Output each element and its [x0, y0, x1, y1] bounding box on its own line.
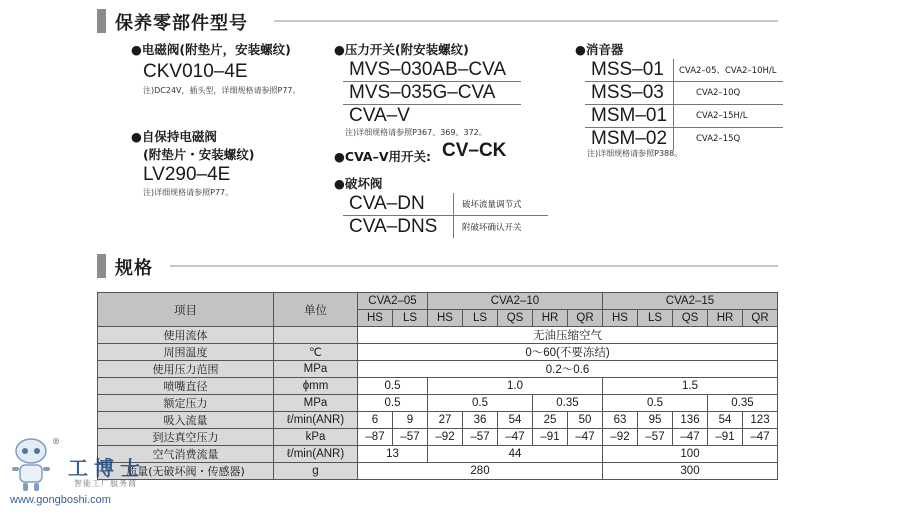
silencer-desc: CVA2–15H/L [674, 105, 784, 128]
spec-row-unit: ℓ/min(ANR) [274, 412, 358, 429]
spec-row-unit: g [274, 463, 358, 480]
spec-cell: 300 [603, 463, 778, 480]
spec-cell: 0.5 [603, 395, 708, 412]
break-valve-heading: ●破坏阀 [334, 176, 383, 191]
spec-cell: 44 [428, 446, 603, 463]
spec-section-title: 规格 [115, 258, 153, 279]
spec-row-fluid [98, 327, 778, 344]
spec-cell: 36 [463, 412, 498, 429]
spec-cell: 27 [428, 412, 463, 429]
watermark-registered: ® [52, 436, 60, 446]
spec-col-unit: 单位 [274, 293, 358, 327]
spec-row-label: 使用压力范围 [98, 361, 274, 378]
silencer-model: MSS–01 [591, 59, 664, 80]
spec-cell: 9 [393, 412, 428, 429]
cva-v-switch-label: ●CVA–V用开关: [334, 149, 432, 164]
spec-sub-header: QR [743, 310, 778, 327]
spec-sub-header: LS [463, 310, 498, 327]
spec-cell: –47 [673, 429, 708, 446]
spec-sub-header: LS [393, 310, 428, 327]
spec-sub-header: LS [638, 310, 673, 327]
pressure-switch-table [343, 59, 521, 127]
spec-cell: 无油压缩空气 [358, 327, 778, 344]
watermark [8, 436, 168, 508]
solenoid-note: 注)DC24V，插头型，详细规格请参照P77。 [143, 86, 301, 95]
pressure-switch-row [343, 59, 521, 82]
silencer-heading: ●消音器 [575, 42, 624, 57]
silencer-row [585, 128, 783, 151]
pressure-switch-note: 注)详细规格请参照P367、369、372。 [345, 128, 487, 137]
spec-cell: 1.0 [428, 378, 603, 395]
spec-group-header: CVA2–05 [358, 293, 428, 310]
silencer-desc: CVA2–15Q [674, 128, 784, 151]
spec-table [97, 292, 778, 480]
self-holding-heading: ●自保持电磁阀 [131, 129, 217, 144]
spec-cell: –92 [428, 429, 463, 446]
spec-cell: 0.35 [533, 395, 603, 412]
self-holding-subheading: (附垫片・安装螺纹) [143, 147, 255, 162]
pressure-switch-model: CVA–V [343, 105, 521, 128]
spec-group-header: CVA2–15 [603, 293, 778, 310]
break-valve-model: CVA–DNS [343, 216, 454, 239]
spec-cell: 13 [358, 446, 428, 463]
spec-cell: –57 [393, 429, 428, 446]
spec-row-temp [98, 344, 778, 361]
silencer-row [585, 82, 783, 105]
spec-row-label: 周围温度 [98, 344, 274, 361]
self-holding-note: 注)详细规格请参照P77。 [143, 188, 234, 197]
break-valve-table [343, 193, 548, 238]
section-marker [97, 9, 106, 33]
spec-col-item: 项目 [98, 293, 274, 327]
solenoid-heading: ●电磁阀(附垫片，安装螺纹) [131, 42, 291, 57]
spec-sub-header: QR [568, 310, 603, 327]
robot-mascot-icon [8, 436, 54, 494]
spec-sub-header: HS [358, 310, 393, 327]
spec-cell: 0.35 [708, 395, 778, 412]
section-marker [97, 254, 106, 278]
spec-row-suction [98, 412, 778, 429]
solenoid-model: CKV010–4E [143, 61, 248, 82]
silencer-model: MSM–01 [585, 105, 674, 128]
spec-row-label: 质量(无破坏阀・传感器) [98, 463, 274, 480]
spec-row-label: 空气消费流量 [98, 446, 274, 463]
spec-group-header: CVA2–10 [428, 293, 603, 310]
break-valve-model: CVA–DN [349, 193, 425, 214]
spec-row-label: 吸入流量 [98, 412, 274, 429]
spec-row-vacuum [98, 429, 778, 446]
spec-cell: 6 [358, 412, 393, 429]
spec-header-row [98, 293, 778, 310]
spec-row-unit: MPa [274, 361, 358, 378]
spec-cell: 0.5 [428, 395, 533, 412]
watermark-tagline: 智能工厂服务商 [74, 479, 137, 488]
pressure-switch-model: MVS–035G–CVA [343, 82, 521, 105]
spec-cell: –57 [638, 429, 673, 446]
spec-cell: –91 [533, 429, 568, 446]
silencer-model: MSM–02 [585, 128, 674, 151]
silencer-desc: CVA2–05、CVA2–10H/L [674, 59, 784, 82]
pressure-switch-row [343, 82, 521, 105]
watermark-brand: 工博士 [68, 456, 146, 480]
cva-v-switch-model: CV–CK [442, 140, 507, 161]
spec-sub-header: QS [498, 310, 533, 327]
spec-sub-header: HR [708, 310, 743, 327]
pressure-switch-row [343, 105, 521, 128]
spec-row-nozzle [98, 378, 778, 395]
spec-cell: 0.5 [358, 378, 428, 395]
spec-sub-header: HS [603, 310, 638, 327]
break-valve-desc: 破坏流量调节式 [454, 193, 549, 216]
spec-row-unit: MPa [274, 395, 358, 412]
silencer-model: MSS–03 [585, 82, 674, 105]
parts-section-title: 保养零部件型号 [115, 13, 248, 34]
spec-cell: 0～60(不要冻结) [358, 344, 778, 361]
spec-row-unit: ℓ/min(ANR) [274, 446, 358, 463]
spec-cell: 136 [673, 412, 708, 429]
spec-row-unit: ℃ [274, 344, 358, 361]
spec-cell: 1.5 [603, 378, 778, 395]
spec-cell: 54 [708, 412, 743, 429]
spec-row-unit: ϕmm [274, 378, 358, 395]
spec-cell: –87 [358, 429, 393, 446]
spec-cell: 95 [638, 412, 673, 429]
spec-cell: 63 [603, 412, 638, 429]
spec-cell: –47 [568, 429, 603, 446]
break-valve-desc: 附破坏确认开关 [454, 216, 549, 239]
silencer-row [585, 105, 783, 128]
silencer-desc: CVA2–10Q [674, 82, 784, 105]
section-divider [274, 20, 778, 22]
watermark-url: www.gongboshi.com [10, 494, 111, 506]
spec-row-label: 喷嘴直径 [98, 378, 274, 395]
spec-row-unit [274, 327, 358, 344]
silencer-row [585, 59, 783, 82]
spec-sub-header: HS [428, 310, 463, 327]
spec-cell: –47 [743, 429, 778, 446]
self-holding-model: LV290–4E [143, 164, 231, 185]
spec-cell: –47 [498, 429, 533, 446]
spec-cell: 0.2～0.6 [358, 361, 778, 378]
silencer-note: 注)详细规格请参照P388。 [587, 149, 683, 158]
break-valve-row [343, 193, 548, 216]
spec-row-unit: kPa [274, 429, 358, 446]
spec-cell: 123 [743, 412, 778, 429]
spec-row-rated [98, 395, 778, 412]
spec-row-label: 额定压力 [98, 395, 274, 412]
spec-sub-header: HR [533, 310, 568, 327]
spec-cell: 0.5 [358, 395, 428, 412]
spec-row-consumption [98, 446, 778, 463]
spec-cell: 54 [498, 412, 533, 429]
spec-cell: –92 [603, 429, 638, 446]
spec-sub-header: QS [673, 310, 708, 327]
spec-cell: –57 [463, 429, 498, 446]
spec-cell: 280 [358, 463, 603, 480]
spec-row-weight [98, 463, 778, 480]
pressure-switch-model: MVS–030AB–CVA [349, 59, 507, 80]
spec-cell: 25 [533, 412, 568, 429]
spec-cell: 50 [568, 412, 603, 429]
spec-row-label: 使用流体 [98, 327, 274, 344]
spec-cell: –91 [708, 429, 743, 446]
spec-row-label: 到达真空压力 [98, 429, 274, 446]
break-valve-row [343, 216, 548, 239]
spec-row-pressure [98, 361, 778, 378]
spec-cell: 100 [603, 446, 778, 463]
silencer-table [585, 59, 783, 150]
section-divider [170, 265, 778, 267]
pressure-switch-heading: ●压力开关(附安装螺纹) [334, 42, 469, 57]
